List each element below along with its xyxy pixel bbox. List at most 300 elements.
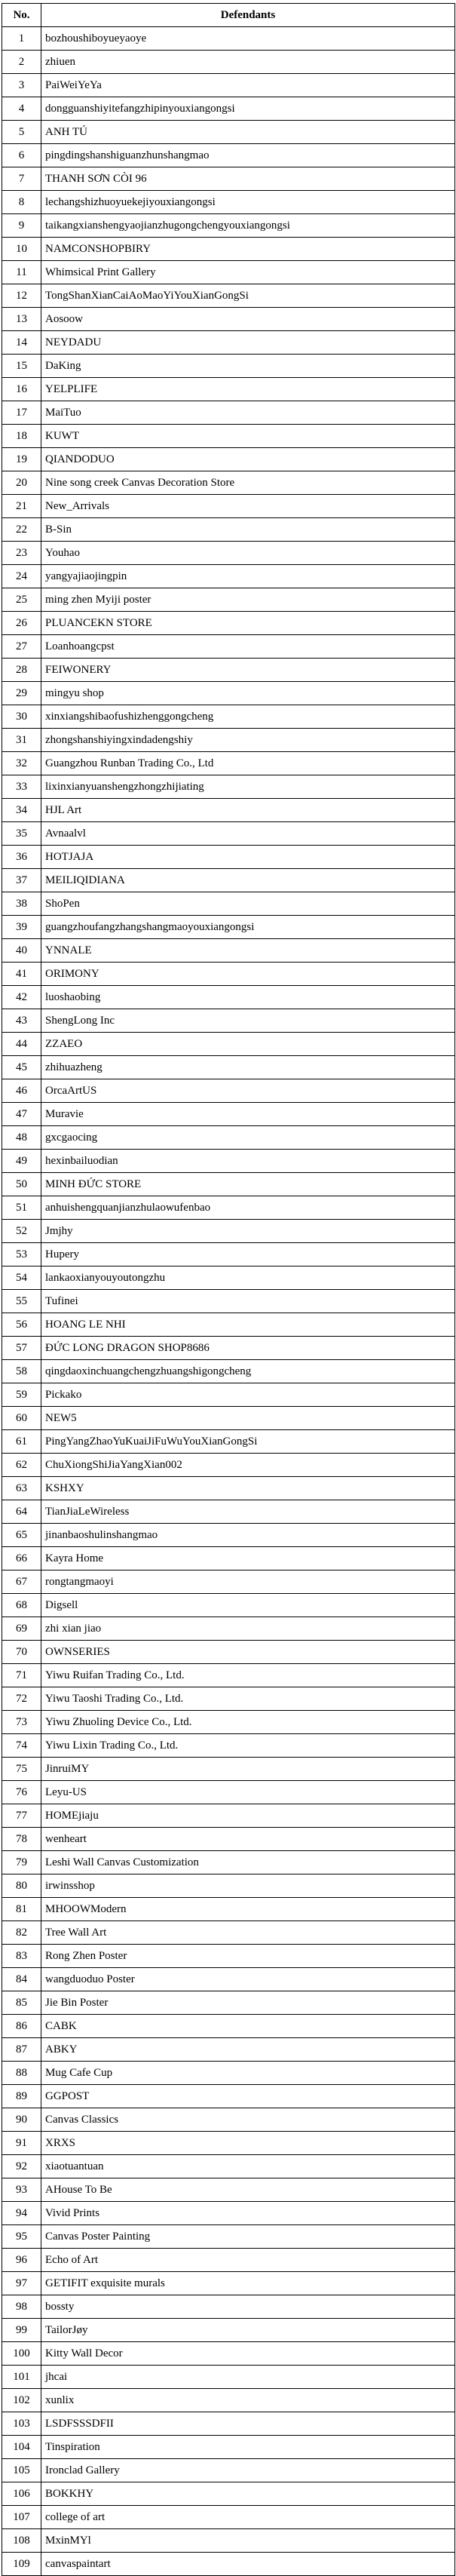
row-number: 26 (2, 612, 41, 635)
defendant-name: jhcai (41, 2366, 455, 2389)
row-number: 67 (2, 1570, 41, 1594)
defendant-name: bozhoushiboyueyaoye (41, 27, 455, 51)
table-row (2, 284, 455, 308)
row-number: 107 (2, 2506, 41, 2529)
row-number: 95 (2, 2225, 41, 2249)
table-row (2, 2038, 455, 2062)
defendant-name: ĐỨC LONG DRAGON SHOP8686 (41, 1337, 455, 1360)
row-number: 54 (2, 1267, 41, 1290)
table-row (2, 986, 455, 1009)
row-number: 101 (2, 2366, 41, 2389)
defendant-name: bossty (41, 2295, 455, 2319)
table-row (2, 1500, 455, 1524)
table-row (2, 1407, 455, 1430)
table-row (2, 27, 455, 51)
defendant-name: CABK (41, 2015, 455, 2038)
defendant-name: KUWT (41, 425, 455, 448)
defendant-name: TongShanXianCaiAoMaoYiYouXianGongSi (41, 284, 455, 308)
table-row (2, 635, 455, 659)
row-number: 70 (2, 1641, 41, 1664)
defendant-name: wangduoduo Poster (41, 1968, 455, 1991)
table-row (2, 2459, 455, 2482)
row-number: 28 (2, 659, 41, 682)
table-row (2, 1874, 455, 1898)
defendant-name: college of art (41, 2506, 455, 2529)
defendant-name: ORIMONY (41, 963, 455, 986)
row-number: 22 (2, 518, 41, 542)
row-number: 53 (2, 1243, 41, 1267)
row-number: 51 (2, 1196, 41, 1220)
defendant-name: ShoPen (41, 892, 455, 916)
table-row (2, 1079, 455, 1103)
defendant-name: MxinMYl (41, 2529, 455, 2553)
defendant-name: Tree Wall Art (41, 1921, 455, 1945)
row-number: 40 (2, 939, 41, 963)
table-row (2, 74, 455, 97)
defendant-name: DaKing (41, 355, 455, 378)
table-row (2, 448, 455, 471)
table-row (2, 892, 455, 916)
row-number: 88 (2, 2062, 41, 2085)
table-row (2, 238, 455, 261)
table-row (2, 2062, 455, 2085)
table-row (2, 1851, 455, 1874)
row-number: 39 (2, 916, 41, 939)
row-number: 72 (2, 1687, 41, 1711)
table-row (2, 1968, 455, 1991)
defendant-name: Muravie (41, 1103, 455, 1126)
row-number: 17 (2, 401, 41, 425)
row-number: 64 (2, 1500, 41, 1524)
defendant-name: MINH ĐỨC STORE (41, 1173, 455, 1196)
table-row (2, 1033, 455, 1056)
row-number: 90 (2, 2108, 41, 2132)
defendant-name: PLUANCEKN STORE (41, 612, 455, 635)
defendant-name: ANH TÚ (41, 121, 455, 144)
row-number: 25 (2, 588, 41, 612)
table-row (2, 2225, 455, 2249)
table-row (2, 2132, 455, 2155)
row-number: 62 (2, 1454, 41, 1477)
row-number: 9 (2, 214, 41, 238)
row-number: 57 (2, 1337, 41, 1360)
table-row (2, 612, 455, 635)
row-number: 56 (2, 1313, 41, 1337)
defendant-name: zhi xian jiao (41, 1617, 455, 1641)
row-number: 97 (2, 2272, 41, 2295)
defendant-name: Yiwu Zhuoling Device Co., Ltd. (41, 1711, 455, 1734)
defendant-name: Leshi Wall Canvas Customization (41, 1851, 455, 1874)
table-row (2, 682, 455, 705)
table-row (2, 51, 455, 74)
row-number: 21 (2, 495, 41, 518)
table-body (2, 27, 455, 2576)
defendant-name: zhongshanshiyingxindadengshiy (41, 729, 455, 752)
table-row (2, 401, 455, 425)
row-number: 44 (2, 1033, 41, 1056)
row-number: 99 (2, 2319, 41, 2342)
table-row (2, 2553, 455, 2576)
row-number: 15 (2, 355, 41, 378)
defendant-name: PaiWeiYeYa (41, 74, 455, 97)
row-number: 58 (2, 1360, 41, 1383)
row-number: 103 (2, 2412, 41, 2436)
table-row (2, 1804, 455, 1828)
table-row (2, 1898, 455, 1921)
defendant-name: BOKKHY (41, 2482, 455, 2506)
defendant-name: Ironclad Gallery (41, 2459, 455, 2482)
table-row (2, 1056, 455, 1079)
table-row (2, 869, 455, 892)
row-number: 84 (2, 1968, 41, 1991)
row-number: 14 (2, 331, 41, 355)
defendant-name: canvaspaintart (41, 2553, 455, 2576)
defendant-name: MHOOWModern (41, 1898, 455, 1921)
table-row (2, 2529, 455, 2553)
defendant-name: Yiwu Lixin Trading Co., Ltd. (41, 1734, 455, 1758)
row-number: 41 (2, 963, 41, 986)
defendant-name: lechangshizhuoyuekejiyouxiangongsi (41, 191, 455, 214)
table-row (2, 2412, 455, 2436)
defendant-name: Loanhoangcpst (41, 635, 455, 659)
row-number: 35 (2, 822, 41, 846)
row-number: 13 (2, 308, 41, 331)
row-number: 45 (2, 1056, 41, 1079)
row-number: 30 (2, 705, 41, 729)
table-row (2, 1477, 455, 1500)
defendant-name: OrcaArtUS (41, 1079, 455, 1103)
defendant-name: luoshaobing (41, 986, 455, 1009)
row-number: 63 (2, 1477, 41, 1500)
row-number: 7 (2, 167, 41, 191)
row-number: 108 (2, 2529, 41, 2553)
table-row (2, 916, 455, 939)
defendant-name: ming zhen Myiji poster (41, 588, 455, 612)
defendant-name: jinanbaoshulinshangmao (41, 1524, 455, 1547)
row-number: 60 (2, 1407, 41, 1430)
defendant-name: Pickako (41, 1383, 455, 1407)
defendant-name: NEYDADU (41, 331, 455, 355)
table-row (2, 2178, 455, 2202)
table-row (2, 775, 455, 799)
table-row (2, 2085, 455, 2108)
defendant-name: yangyajiaojingpin (41, 565, 455, 588)
row-number: 16 (2, 378, 41, 401)
table-row (2, 1196, 455, 1220)
table-row (2, 471, 455, 495)
defendant-name: NAMCONSHOPBIRY (41, 238, 455, 261)
row-number: 100 (2, 2342, 41, 2366)
header-no: No. (2, 4, 41, 27)
defendant-name: gxcgaocing (41, 1126, 455, 1150)
defendant-name: Avnaalvl (41, 822, 455, 846)
row-number: 82 (2, 1921, 41, 1945)
row-number: 49 (2, 1150, 41, 1173)
table-row (2, 261, 455, 284)
defendant-name: pingdingshanshiguanzhunshangmao (41, 144, 455, 167)
table-row (2, 1360, 455, 1383)
defendant-name: TailorJøy (41, 2319, 455, 2342)
table-row (2, 495, 455, 518)
row-number: 83 (2, 1945, 41, 1968)
table-row (2, 1290, 455, 1313)
defendant-name: zhihuazheng (41, 1056, 455, 1079)
defendant-name: qingdaoxinchuangchengzhuangshigongcheng (41, 1360, 455, 1383)
table-row (2, 1547, 455, 1570)
table-row (2, 705, 455, 729)
table-row (2, 1383, 455, 1407)
defendant-name: Whimsical Print Gallery (41, 261, 455, 284)
defendant-name: Kayra Home (41, 1547, 455, 1570)
defendant-name: Youhao (41, 542, 455, 565)
row-number: 94 (2, 2202, 41, 2225)
table-row (2, 846, 455, 869)
table-row (2, 1243, 455, 1267)
row-number: 102 (2, 2389, 41, 2412)
table-row (2, 2202, 455, 2225)
defendant-name: LSDFSSSDFII (41, 2412, 455, 2436)
table-row (2, 1687, 455, 1711)
row-number: 98 (2, 2295, 41, 2319)
defendant-name: Jie Bin Poster (41, 1991, 455, 2015)
table-row (2, 378, 455, 401)
defendant-name: dongguanshiyitefangzhipinyouxiangongsi (41, 97, 455, 121)
table-row (2, 2342, 455, 2366)
row-number: 10 (2, 238, 41, 261)
defendant-name: Echo of Art (41, 2249, 455, 2272)
table-row (2, 752, 455, 775)
row-number: 4 (2, 97, 41, 121)
table-row (2, 1617, 455, 1641)
defendant-name: ShengLong Inc (41, 1009, 455, 1033)
defendant-name: QIANDODUO (41, 448, 455, 471)
defendant-name: AHouse To Be (41, 2178, 455, 2202)
row-number: 5 (2, 121, 41, 144)
row-number: 19 (2, 448, 41, 471)
row-number: 33 (2, 775, 41, 799)
table-row (2, 659, 455, 682)
table-row (2, 308, 455, 331)
table-row (2, 822, 455, 846)
row-number: 24 (2, 565, 41, 588)
row-number: 18 (2, 425, 41, 448)
table-row (2, 799, 455, 822)
row-number: 89 (2, 2085, 41, 2108)
table-row (2, 97, 455, 121)
row-number: 80 (2, 1874, 41, 1898)
row-number: 78 (2, 1828, 41, 1851)
row-number: 61 (2, 1430, 41, 1454)
row-number: 65 (2, 1524, 41, 1547)
table-row (2, 191, 455, 214)
table-row (2, 2506, 455, 2529)
row-number: 37 (2, 869, 41, 892)
row-number: 1 (2, 27, 41, 51)
row-number: 109 (2, 2553, 41, 2576)
defendant-name: Nine song creek Canvas Decoration Store (41, 471, 455, 495)
table-row (2, 1126, 455, 1150)
table-row (2, 1430, 455, 1454)
row-number: 85 (2, 1991, 41, 2015)
defendant-name: Canvas Poster Painting (41, 2225, 455, 2249)
defendant-name: Tufinei (41, 1290, 455, 1313)
table-row (2, 1594, 455, 1617)
row-number: 29 (2, 682, 41, 705)
row-number: 74 (2, 1734, 41, 1758)
row-number: 23 (2, 542, 41, 565)
table-row (2, 2319, 455, 2342)
table-row (2, 1267, 455, 1290)
defendant-name: xinxiangshibaofushizhenggongcheng (41, 705, 455, 729)
defendant-name: GETIFIT exquisite murals (41, 2272, 455, 2295)
row-number: 52 (2, 1220, 41, 1243)
defendant-name: lixinxianyuanshengzhongzhijiating (41, 775, 455, 799)
table-row (2, 963, 455, 986)
table-row (2, 425, 455, 448)
row-number: 92 (2, 2155, 41, 2178)
defendant-name: XRXS (41, 2132, 455, 2155)
defendant-name: anhuishengquanjianzhulaowufenbao (41, 1196, 455, 1220)
defendant-name: mingyu shop (41, 682, 455, 705)
table-row (2, 1524, 455, 1547)
defendant-name: Yiwu Ruifan Trading Co., Ltd. (41, 1664, 455, 1687)
table-row (2, 1103, 455, 1126)
defendants-table (2, 3, 455, 2576)
table-row (2, 355, 455, 378)
table-row (2, 214, 455, 238)
table-row (2, 588, 455, 612)
defendant-name: irwinsshop (41, 1874, 455, 1898)
row-number: 46 (2, 1079, 41, 1103)
table-row (2, 1150, 455, 1173)
defendant-name: Jmjhy (41, 1220, 455, 1243)
row-number: 47 (2, 1103, 41, 1126)
defendant-name: MaiTuo (41, 401, 455, 425)
table-row (2, 1945, 455, 1968)
row-number: 71 (2, 1664, 41, 1687)
row-number: 3 (2, 74, 41, 97)
defendant-name: Guangzhou Runban Trading Co., Ltd (41, 752, 455, 775)
defendant-name: HOMEjiaju (41, 1804, 455, 1828)
row-number: 36 (2, 846, 41, 869)
table-row (2, 1991, 455, 2015)
row-number: 87 (2, 2038, 41, 2062)
defendant-name: lankaoxianyouyoutongzhu (41, 1267, 455, 1290)
table-row (2, 2436, 455, 2459)
table-row (2, 2272, 455, 2295)
defendant-name: hexinbailuodian (41, 1150, 455, 1173)
defendant-name: Yiwu Taoshi Trading Co., Ltd. (41, 1687, 455, 1711)
row-number: 48 (2, 1126, 41, 1150)
table-row (2, 144, 455, 167)
table-row (2, 1758, 455, 1781)
table-row (2, 1570, 455, 1594)
defendant-name: xunlix (41, 2389, 455, 2412)
table-row (2, 2155, 455, 2178)
defendant-name: JinruiMY (41, 1758, 455, 1781)
defendant-name: HOANG LE NHI (41, 1313, 455, 1337)
defendant-name: zhiuen (41, 51, 455, 74)
row-number: 104 (2, 2436, 41, 2459)
table-row (2, 1734, 455, 1758)
table-row (2, 1711, 455, 1734)
row-number: 32 (2, 752, 41, 775)
defendant-name: YNNALE (41, 939, 455, 963)
row-number: 86 (2, 2015, 41, 2038)
table-header-row (2, 4, 455, 27)
defendant-name: Aosoow (41, 308, 455, 331)
row-number: 20 (2, 471, 41, 495)
defendant-name: PingYangZhaoYuKuaiJiFuWuYouXianGongSi (41, 1430, 455, 1454)
header-defendants: Defendants (41, 4, 455, 27)
row-number: 50 (2, 1173, 41, 1196)
defendant-name: Leyu-US (41, 1781, 455, 1804)
row-number: 68 (2, 1594, 41, 1617)
defendant-name: taikangxianshengyaojianzhugongchengyouxiangongsi (41, 214, 455, 238)
row-number: 96 (2, 2249, 41, 2272)
table-row (2, 2249, 455, 2272)
table-row (2, 1337, 455, 1360)
defendant-name: Canvas Classics (41, 2108, 455, 2132)
defendant-name: Kitty Wall Decor (41, 2342, 455, 2366)
table-row (2, 565, 455, 588)
table-row (2, 2482, 455, 2506)
row-number: 91 (2, 2132, 41, 2155)
defendant-name: guangzhoufangzhangshangmaoyouxiangongsi (41, 916, 455, 939)
table-row (2, 2295, 455, 2319)
defendant-name: YELPLIFE (41, 378, 455, 401)
row-number: 31 (2, 729, 41, 752)
row-number: 2 (2, 51, 41, 74)
table-row (2, 939, 455, 963)
table-row (2, 1641, 455, 1664)
defendant-name: Mug Cafe Cup (41, 2062, 455, 2085)
defendant-name: rongtangmaoyi (41, 1570, 455, 1594)
row-number: 42 (2, 986, 41, 1009)
defendant-name: FEIWONERY (41, 659, 455, 682)
defendant-name: wenheart (41, 1828, 455, 1851)
row-number: 93 (2, 2178, 41, 2202)
row-number: 76 (2, 1781, 41, 1804)
row-number: 77 (2, 1804, 41, 1828)
row-number: 8 (2, 191, 41, 214)
row-number: 66 (2, 1547, 41, 1570)
defendant-name: B-Sin (41, 518, 455, 542)
table-row (2, 1220, 455, 1243)
row-number: 11 (2, 261, 41, 284)
table-row (2, 167, 455, 191)
row-number: 43 (2, 1009, 41, 1033)
row-number: 55 (2, 1290, 41, 1313)
defendant-name: MEILIQIDIANA (41, 869, 455, 892)
row-number: 59 (2, 1383, 41, 1407)
row-number: 38 (2, 892, 41, 916)
defendant-name: Vivid Prints (41, 2202, 455, 2225)
defendant-name: xiaotuantuan (41, 2155, 455, 2178)
defendant-name: TianJiaLeWireless (41, 1500, 455, 1524)
table-row (2, 1921, 455, 1945)
defendant-name: OWNSERIES (41, 1641, 455, 1664)
table-row (2, 2389, 455, 2412)
defendant-name: Tinspiration (41, 2436, 455, 2459)
defendant-name: ABKY (41, 2038, 455, 2062)
defendant-name: HOTJAJA (41, 846, 455, 869)
row-number: 73 (2, 1711, 41, 1734)
row-number: 81 (2, 1898, 41, 1921)
table-row (2, 2015, 455, 2038)
row-number: 6 (2, 144, 41, 167)
table-row (2, 121, 455, 144)
